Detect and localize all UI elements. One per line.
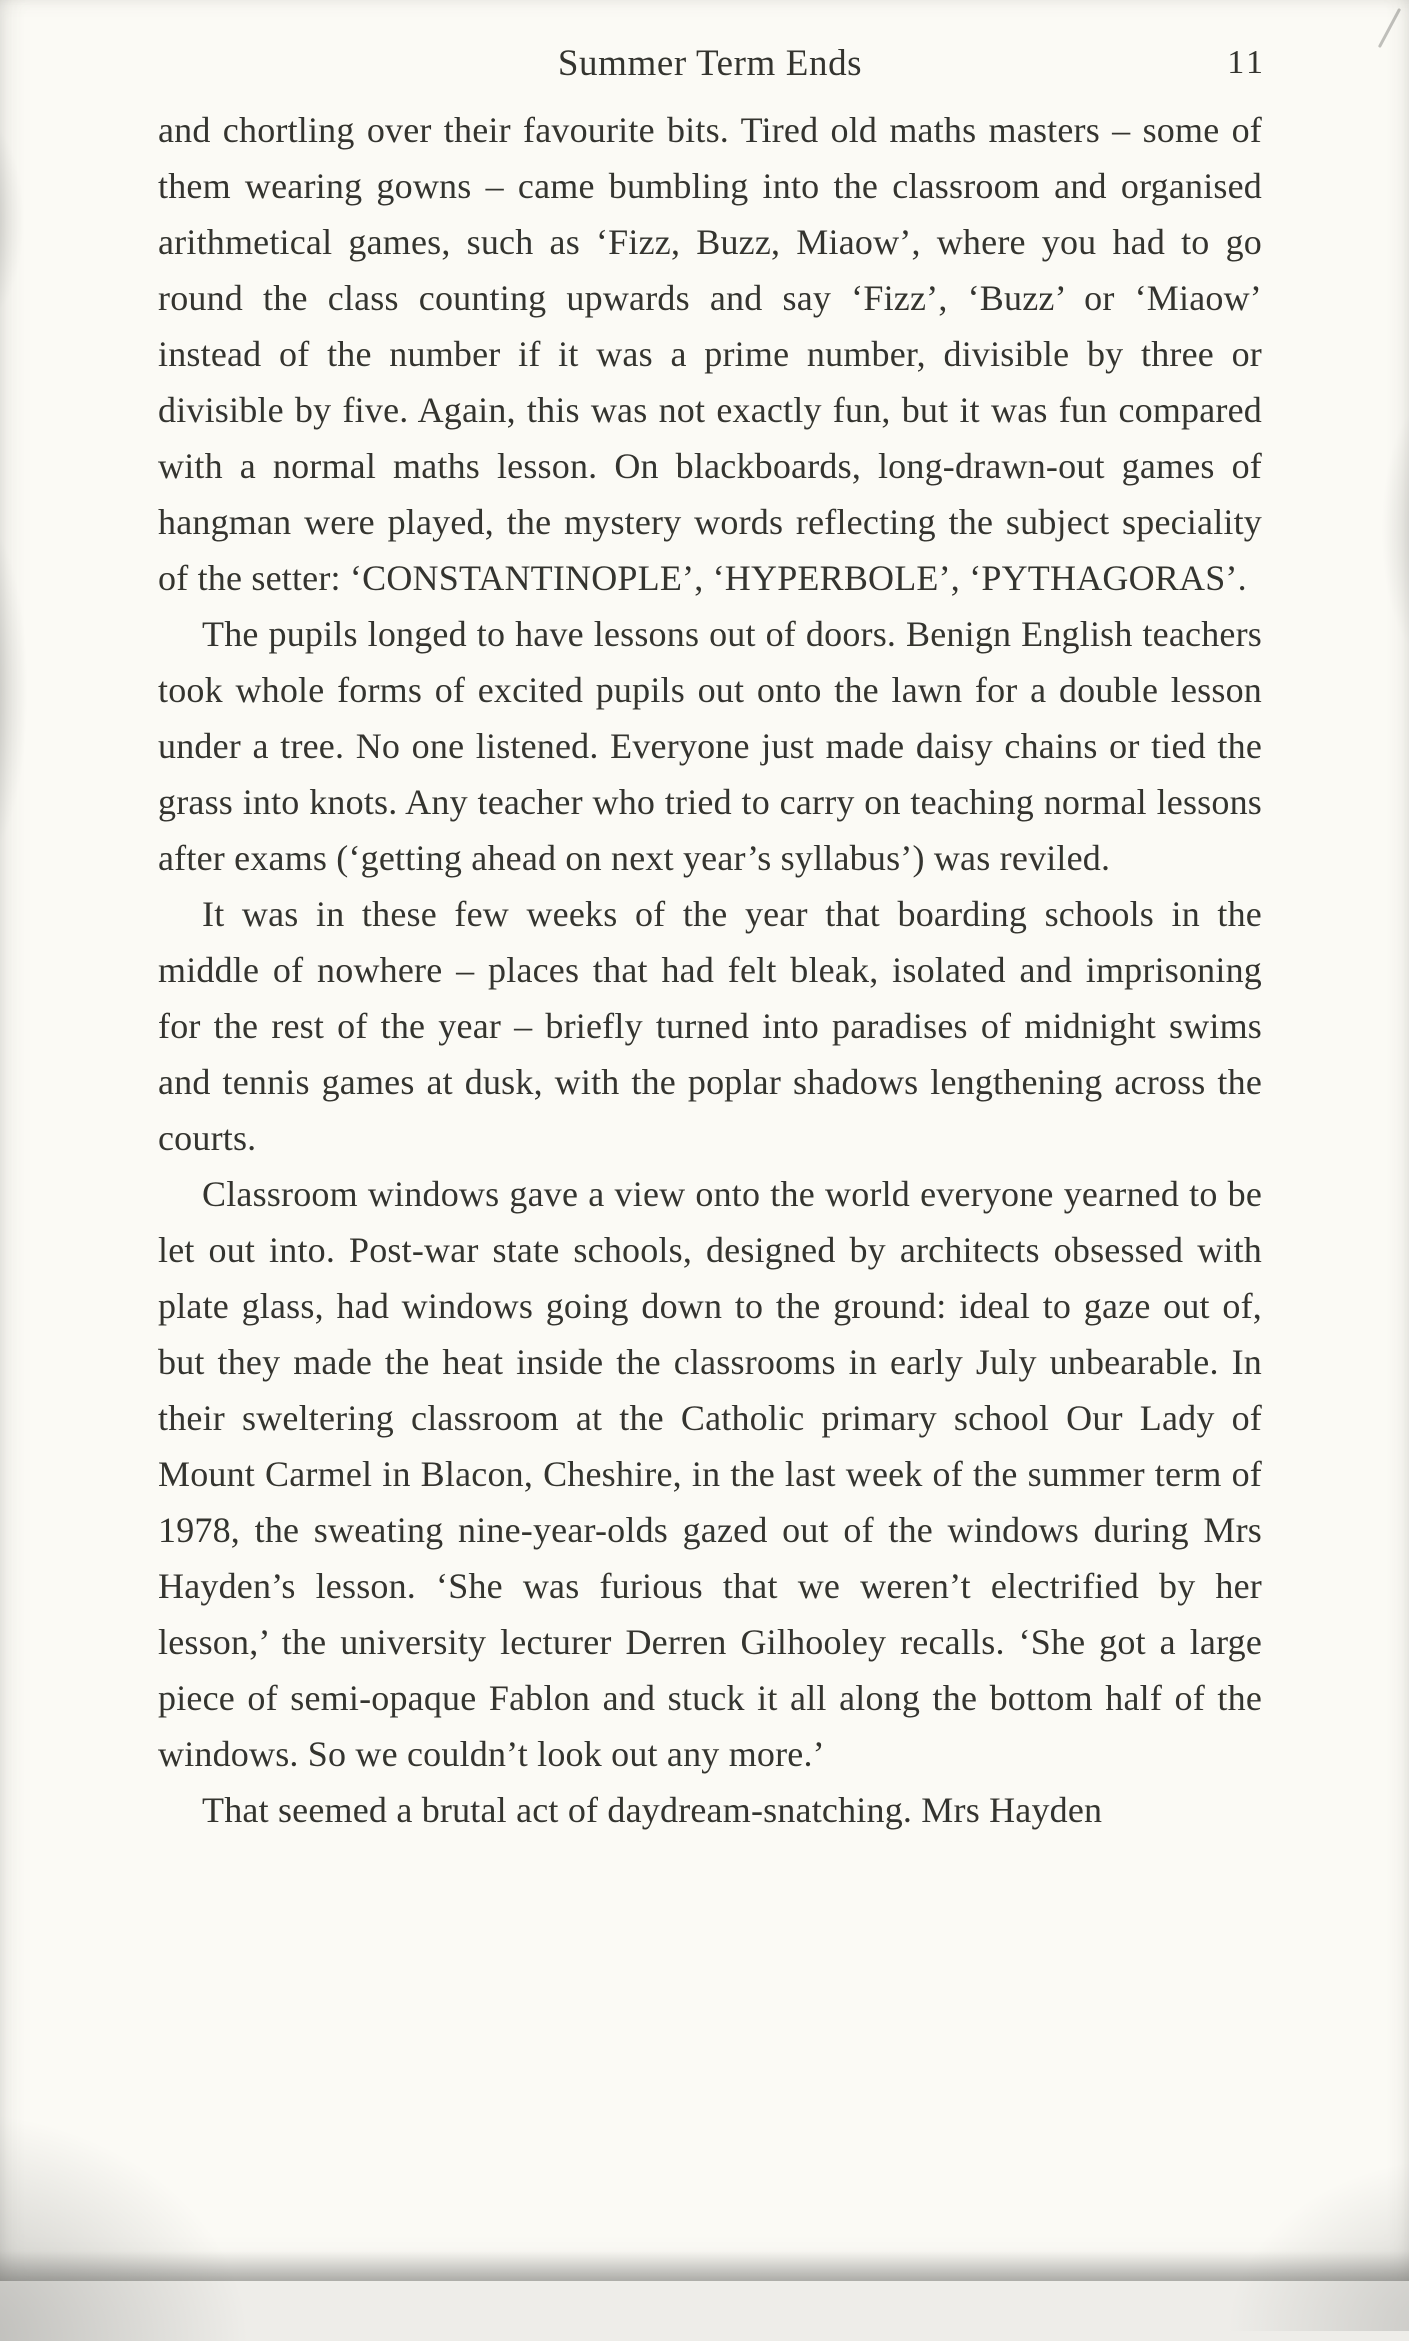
scan-left-edge-smudge: [0, 520, 28, 860]
scan-left-edge-smudge-upper: [0, 120, 24, 320]
scan-right-edge-smudge: [1381, 400, 1409, 660]
paragraph: The pupils longed to have lessons out of doors. Benign English teachers took whole forms of excited pupils out onto the lawn for a double lesson under a tree. No one listened. Everyone just made daisy chains or tied the grass into knots. Any teacher who tried to carry on teaching normal lessons after exams (‘getting ahead on next year’s syllabus’) was reviled.: [158, 614, 1262, 878]
scan-bottom-edge-shadow: [0, 2251, 1409, 2281]
running-header-title: Summer Term Ends: [557, 43, 863, 84]
scan-corner-smudge-bottom-right: [1219, 2151, 1409, 2331]
paragraph: Classroom windows gave a view onto the world everyone yearned to be let out into. Post-war state schools, designed by architects obsessed with plate glass, had windows going down to the ground: ideal to gaze out of, but they made the heat inside the classrooms in early July unbearable. In their sweltering classroom at the Catholic primary school Our Lady of Mount Carmel in Blacon, Cheshire, in the last week of the summer term of 1978, the sweating nine-year-olds gazed out of the windows during Mrs Hayden’s lesson. ‘She was furious that we weren’t electrified by her lesson,’ the university lecturer Derren Gilhooley recalls. ‘She got a large piece of semi-opaque Fablon and stuck it all along the bottom half of the windows. So we couldn’t look out any more.’: [158, 1174, 1262, 1774]
page-header: [158, 42, 1266, 88]
paragraph: and chortling over their favourite bits. Tired old maths masters – some of them wearing gowns – came bumbling into the classroom and organised arithmetical games, such as ‘Fizz, Buzz, Miaow’, where you had to go round the class counting upwards and say ‘Fizz’, ‘Buzz’ or ‘Miaow’ instead of the number if it was a prime number, divisible by three or divisible by five. Again, this was not exactly fun, but it was fun compared with a normal maths lesson. On blackboards, long-drawn-out games of hangman were played, the mystery words reflecting the subject speciality of the setter: ‘CONSTANTINOPLE’, ‘HYPERBOLE’, ‘PYTHAGORAS’.: [158, 110, 1262, 598]
page-number: 11: [1227, 44, 1266, 81]
paragraph: It was in these few weeks of the year that boarding schools in the middle of nowhere – places that had felt bleak, isolated and imprisoning for the rest of the year – briefly turned into paradises of midnight swims and tennis games at dusk, with the poplar shadows lengthening across the courts.: [158, 894, 1262, 1158]
scan-corner-smudge-bottom-left: [0, 2101, 260, 2341]
body-text-block: [158, 102, 1262, 1838]
scan-corner-scratch-top-right: [1378, 8, 1401, 48]
paragraph: That seemed a brutal act of daydream-snatching. Mrs Hayden: [202, 1790, 1103, 1830]
